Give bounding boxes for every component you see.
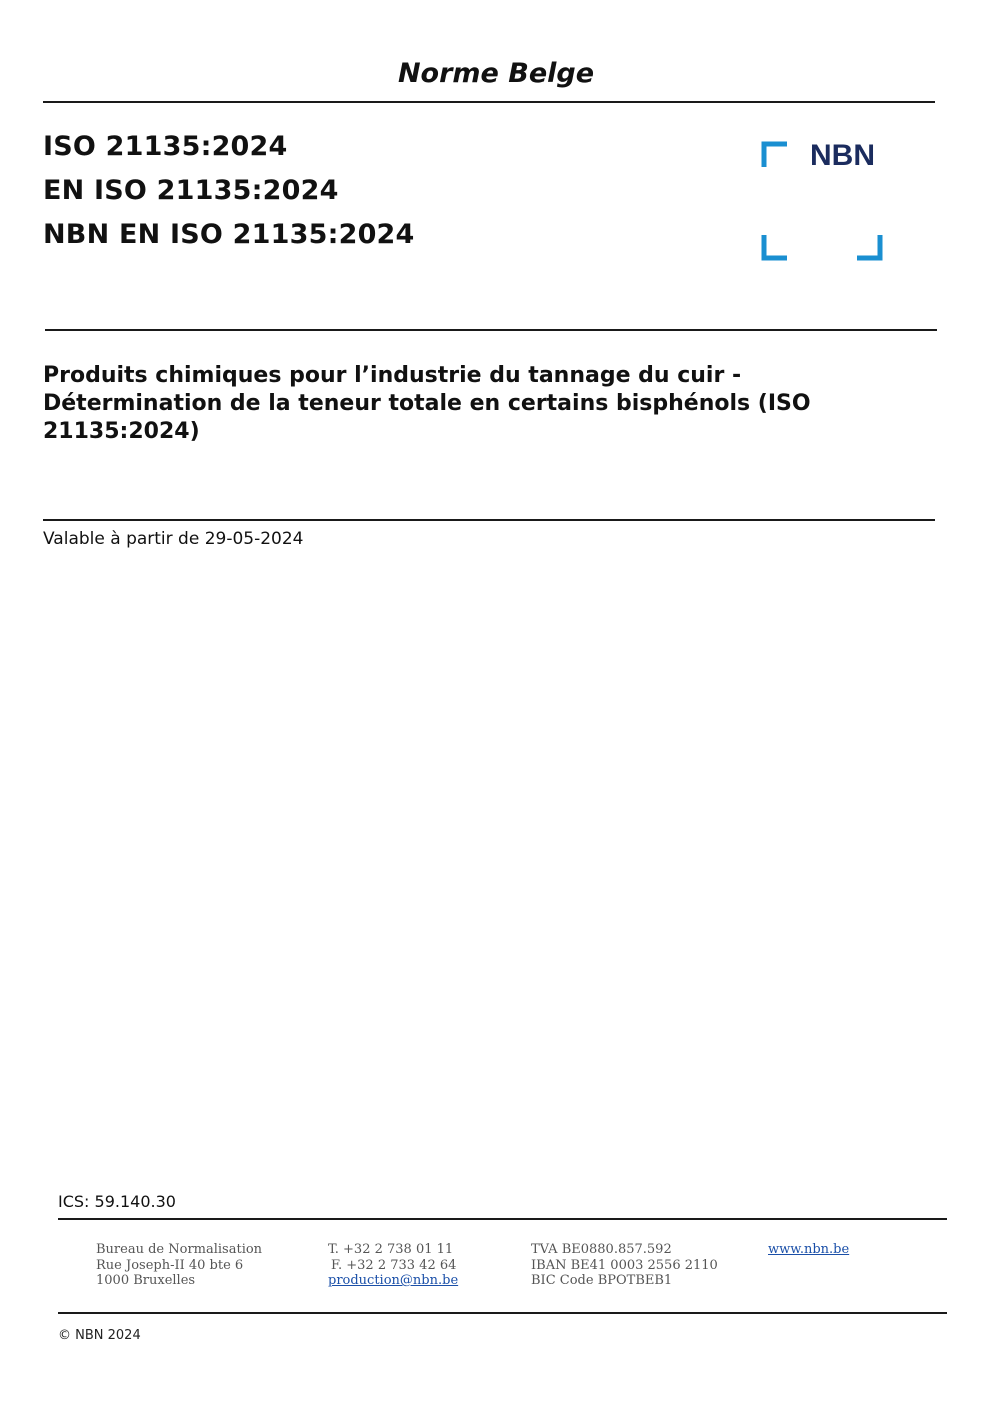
copyright-notice: © NBN 2024 [58, 1328, 141, 1343]
phone-number: T. +32 2 738 01 11 [328, 1242, 454, 1257]
nbn-logo-mark [760, 140, 886, 266]
address-line-1: Bureau de Normalisation [96, 1242, 263, 1257]
footer-bank [531, 1242, 718, 1289]
website-link[interactable]: www.nbn.be [768, 1242, 850, 1257]
footer-contact [328, 1242, 458, 1289]
document-title: Produits chimiques pour l’industrie du tannage du cuir - Détermination de la teneur totale en certains bisphénols (ISO 21135:2024) [43, 363, 811, 444]
ics-code: ICS: 59.140.30 [58, 1192, 176, 1211]
divider [43, 101, 935, 103]
divider [45, 329, 937, 331]
footer-address [96, 1242, 262, 1289]
logo-text: NBN [810, 140, 875, 172]
standard-id-iso: ISO 21135:2024 [43, 131, 288, 162]
standard-id-nbn: NBN EN ISO 21135:2024 [43, 219, 415, 250]
tva-number: TVA BE0880.857.592 [531, 1242, 672, 1257]
document-type: Norme Belge [397, 58, 595, 89]
divider [58, 1312, 947, 1314]
divider [43, 519, 935, 521]
footer-web [768, 1242, 849, 1258]
divider [58, 1218, 947, 1220]
logo-bracket-top-left [764, 144, 787, 167]
nbn-logo [760, 140, 886, 266]
logo-bracket-bottom-left [764, 235, 787, 258]
fax-number: F. +32 2 733 42 64 [331, 1257, 457, 1273]
standard-id-en: EN ISO 21135:2024 [43, 175, 339, 206]
email-link[interactable]: production@nbn.be [328, 1273, 459, 1288]
bic-code: BIC Code BPOTBEB1 [531, 1273, 673, 1288]
address-line-2: Rue Joseph-II 40 bte 6 [96, 1257, 244, 1273]
valid-from-date: Valable à partir de 29-05-2024 [43, 529, 304, 549]
logo-bracket-bottom-right [857, 235, 880, 258]
address-line-3: 1000 Bruxelles [96, 1273, 196, 1288]
iban-number: IBAN BE41 0003 2556 2110 [531, 1257, 718, 1273]
